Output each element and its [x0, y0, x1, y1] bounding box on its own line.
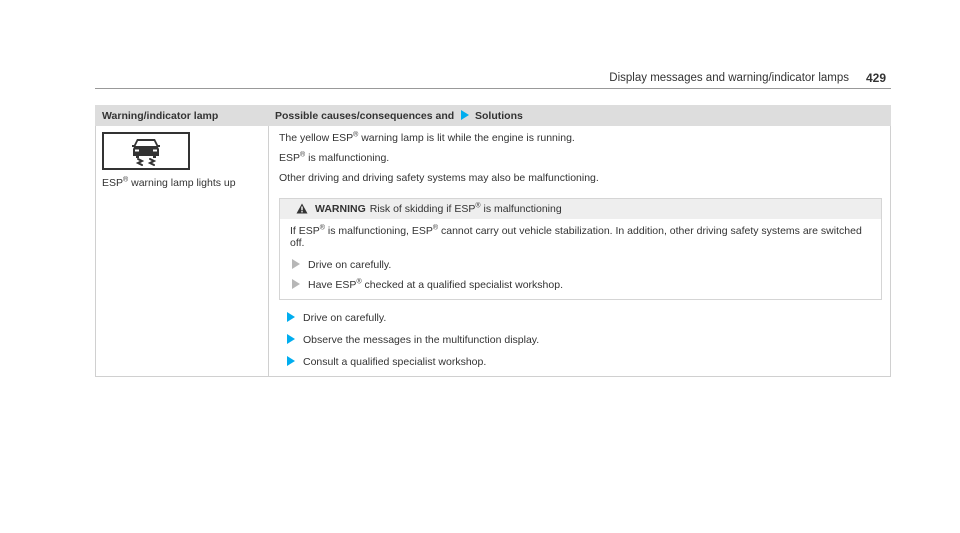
warning-box [279, 198, 882, 300]
running-header-title: Display messages and warning/indicator lamps [609, 72, 849, 84]
cause-line-3: Other driving and driving safety systems may also be malfunctioning. [279, 172, 599, 184]
warning-triangle-icon [296, 203, 308, 217]
solution-arrow-icon [287, 334, 295, 344]
cause-line-1: The yellow ESP® warning lamp is lit while the engine is running. [279, 131, 575, 144]
esp-skid-car-icon [102, 132, 190, 170]
col-header-causes [269, 106, 891, 126]
solutions-arrow-icon [461, 110, 469, 120]
step-arrow-icon [292, 279, 300, 289]
solution-step-2: Observe the messages in the multifunction display. [279, 334, 882, 346]
solution-arrow-icon [287, 312, 295, 322]
cause-line-2: ESP® is malfunctioning. [279, 151, 390, 164]
lamp-name: ESP® warning lamp lights up [102, 176, 236, 189]
solution-arrow-icon [287, 356, 295, 366]
header-rule [95, 88, 891, 89]
solution-step-3: Consult a qualified specialist workshop. [279, 356, 882, 368]
table-header-row [96, 106, 891, 126]
page-header [95, 72, 891, 86]
warning-label: WARNING [315, 203, 366, 215]
warning-heading: Risk of skidding if ESP® is malfunctioning [369, 202, 562, 215]
col-header-solutions-text: Solutions [475, 109, 523, 122]
warning-body [280, 219, 881, 291]
causes-cell [269, 126, 891, 377]
warning-step-1: Drive on carefully. [290, 259, 871, 271]
warning-text: If ESP® is malfunctioning, ESP® cannot carry out vehicle stabilization. In addition, other driving safety systems are switched off. [290, 224, 862, 249]
step-arrow-icon [292, 259, 300, 269]
col-header-causes-text: Possible causes/consequences and [275, 109, 455, 122]
solution-step-1: Drive on carefully. [279, 312, 882, 324]
page-number: 429 [865, 71, 886, 85]
table-row [96, 126, 891, 377]
col-header-lamp: Warning/indicator lamp [96, 106, 269, 126]
warning-lamp-table [95, 105, 891, 377]
warning-header [280, 199, 881, 219]
lamp-cell [96, 126, 269, 377]
warning-step-2: Have ESP® checked at a qualified specialist workshop. [290, 279, 871, 291]
